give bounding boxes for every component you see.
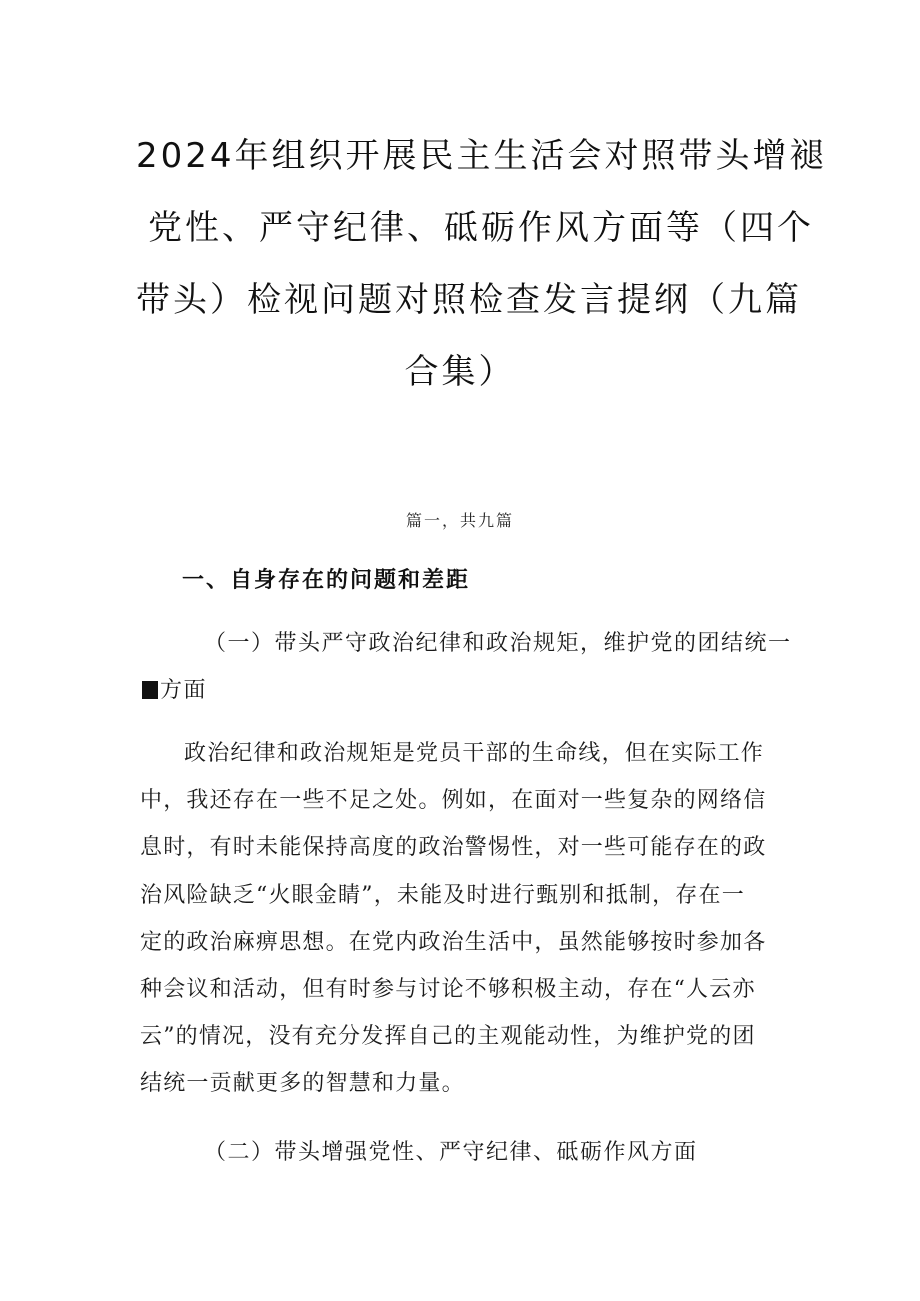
section-1-heading — [140, 620, 800, 714]
body-paragraph — [140, 730, 800, 1108]
paragraph-line: 种会议和活动，但有时参与讨论不够积极主动，存在“人云亦 — [140, 977, 756, 1003]
paragraph-line: 息时，有时未能保持高度的政治警惕性，对一些可能存在的政 — [140, 835, 767, 861]
paragraph-line: 云”的情况，没有充分发挥自己的主观能动性，为维护党的团 — [140, 1024, 756, 1050]
section-2-heading: （二）带头增强党性、严守纪律、砥砺作风方面 — [204, 1140, 698, 1165]
section-1-label-part1: （一）带头严守政治纪律和政治规矩，维护党的团结统一 — [204, 631, 792, 656]
heading-problems-and-gaps: 一、自身存在的问题和差距 — [182, 567, 471, 593]
paragraph-line: 中，我还存在一些不足之处。例如，在面对一些复杂的网络信 — [140, 788, 767, 814]
document-title — [130, 120, 827, 408]
black-square-mark — [142, 681, 158, 699]
paragraph-line: 结统一贡献更多的智慧和力量。 — [140, 1071, 465, 1097]
paragraph-line: 治风险缺乏“火眼金睛”，未能及时进行甄别和抵制，存在一 — [140, 882, 745, 908]
title-line-2: 党性、严守纪律、砥砺作风方面等（四个 — [148, 208, 814, 248]
paragraph-line: 定的政治麻痹思想。在党内政治生活中，虽然能够按时参加各 — [140, 929, 767, 955]
title-line-4: 合集） — [404, 352, 516, 392]
title-line-3: 带头）检视问题对照检查发言提纲（九篇 — [136, 280, 802, 320]
title-line-1: 2024年组织开展民主生活会对照带头增褪 — [136, 136, 827, 176]
document-subtitle: 篇一，共九篇 — [405, 511, 514, 530]
section-1-label-part2: 方面 — [160, 678, 208, 703]
paragraph-line: 政治纪律和政治规矩是党员干部的生命线，但在实际工作 — [184, 741, 765, 766]
